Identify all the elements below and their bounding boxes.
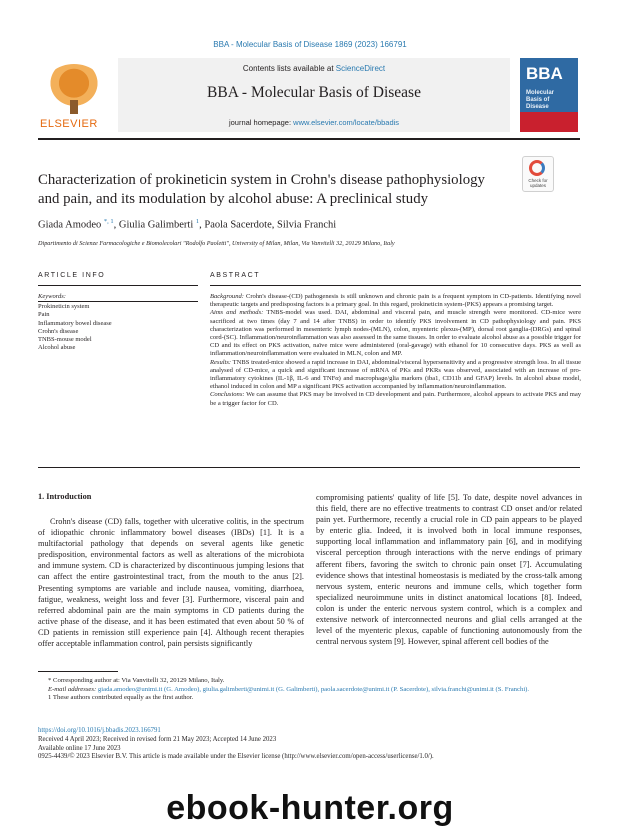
author-name[interactable]: Giada Amodeo	[38, 219, 102, 231]
update-icon	[529, 160, 545, 176]
title-line: and pain, and its modulation by alcohol abuse: A preclinical study	[38, 191, 428, 207]
body-paragraph: Crohn's disease (CD) falls, together with ulcerative colitis, in the spectrum of idiopathic chronic inflammatory bowel diseases (IBDs) [1]. It is a multifactorial pathology that depends on several agents like genetic predisposition, environmental factors as well as alterations of the microbiota and immune system. CD is characterized by discontinuous jumping lesions that can affect the entire gastrointestinal tract, from the mouth to the anus [2]. Presenting symptoms are variable and include nausea, vomiting, diarrhoea, fatigue, weakness, weight loss and fever [3]. Furthermore, visceral pain and referred abdominal pain are the main symptoms in CD patients during the active phase of the disease, and it has been estimated that even about 50 % of CD patients in remission still experience pain [4]. Although recent therapies offer acceptable inflammation control, pain persists significantly	[38, 517, 304, 649]
publisher-name: ELSEVIER	[40, 118, 98, 130]
article-info-heading: ARTICLE INFO	[38, 272, 106, 279]
divider	[38, 467, 580, 468]
abstract-label: Conclusions:	[210, 391, 245, 399]
abstract-heading: ABSTRACT	[210, 272, 261, 279]
check-line: Check for	[528, 178, 548, 183]
keyword: Pain	[38, 311, 50, 319]
elsevier-logo	[38, 58, 110, 132]
email-label: E-mail addresses:	[48, 685, 97, 693]
author-name[interactable]: , Paola Sacerdote, Silvia Franchi	[199, 219, 337, 231]
email-links[interactable]: giada.amodeo@unimi.it (G. Amodeo), giulia.galimberti@unimi.it (G. Galimberti), paola.sacerdote@unimi.it (P. Sacerdote), silvia.franchi@unimi.it (S. Franchi).	[96, 685, 530, 693]
keywords-box	[38, 293, 198, 352]
author-mark[interactable]: 1	[195, 218, 200, 225]
journal-homepage	[118, 118, 510, 127]
divider	[38, 285, 198, 286]
abstract-paragraph	[210, 309, 581, 358]
cover-line: Basis of	[526, 97, 550, 103]
abstract-label: Aims and methods:	[210, 309, 264, 317]
check-for-updates-button[interactable]	[522, 156, 554, 192]
cover-line: Disease	[526, 104, 549, 110]
corresponding-author: * Corresponding author at: Via Vanvitelli 32, 20129 Milano, Italy.	[48, 677, 225, 684]
abstract-paragraph	[210, 293, 581, 309]
sciencedirect-link[interactable]: ScienceDirect	[335, 64, 386, 73]
watermark: ebook-hunter.org	[166, 789, 454, 827]
article-title	[38, 171, 508, 209]
abstract-paragraph	[210, 359, 581, 392]
contents-prefix: Contents lists available at	[242, 64, 336, 73]
divider	[38, 301, 198, 302]
cover-subtitle	[526, 90, 554, 111]
divider	[210, 285, 581, 286]
check-updates-label	[523, 178, 553, 188]
email-addresses	[38, 686, 580, 695]
journal-name: BBA - Molecular Basis of Disease	[207, 84, 421, 101]
abstract-label: Results:	[210, 358, 232, 366]
section-heading: 1. Introduction	[38, 492, 92, 501]
check-line: updates	[529, 183, 546, 188]
keywords-label: Keywords:	[38, 293, 66, 300]
abstract-label: Background:	[210, 293, 244, 300]
equal-contribution-note: 1 These authors contributed equally as the first author.	[48, 694, 194, 701]
cover-line: Molecular	[526, 90, 555, 96]
keyword: Crohn's disease	[38, 327, 79, 335]
keyword: Inflammatory bowel disease	[38, 319, 112, 327]
homepage-link[interactable]: www.elsevier.com/locate/bbadis	[293, 118, 400, 127]
abstract-text: We can assume that PKS may be involved in CD development and pain. Furthermore, alcohol appears to activate PKS and may be a trigger factor for CD.	[210, 391, 581, 407]
journal-cover	[520, 58, 578, 132]
tree-trunk-icon	[70, 100, 78, 114]
affiliation: Dipartimento di Scienze Farmacologiche e Biomolecolari "Rodolfo Paoletti", University of Milan, Milan, Via Vanvitelli 32, 20129 Milano, Italy	[38, 240, 395, 247]
contents-line	[118, 64, 510, 73]
license-line: 0925-4439/© 2023 Elsevier B.V. This article is made available under the Elsevier license (http://www.elsevier.com/open-access/userlicense/1.0/).	[38, 753, 434, 761]
title-line: Characterization of prokineticin system in Crohn's disease pathophysiology	[38, 172, 485, 188]
abstract-paragraph	[210, 391, 581, 407]
cover-title: BBA	[526, 64, 563, 83]
cover-band	[520, 112, 578, 132]
author-name[interactable]: , Giulia Galimberti	[113, 219, 194, 231]
footnote-divider	[38, 671, 118, 672]
abstract-text: TNBS treated-mice showed a rapid increase in DAI, abdominal/visceral hypersensitivity and a progressive strength loss. In all tissue analysed of CD-mice, a quick and significant increase of mRNA of PKs and PKRs was observed, associated with an increase of pro-inflammatory cytokines (IL-1β, IL-6 and TNFα) and macrophage/glia markers (iba1, CD11b and GFAP) levels. In alcohol abuse model, ethanol induced in colon and MP a significant PKS activation accompanied by inflammation/neuroinflammation.	[210, 358, 581, 391]
author-mark[interactable]: *, 1	[103, 218, 114, 225]
journal-reference[interactable]: BBA - Molecular Basis of Disease 1869 (2023) 166791	[213, 40, 407, 49]
doi-link[interactable]: https://doi.org/10.1016/j.bbadis.2023.166791	[38, 727, 161, 734]
homepage-prefix: journal homepage:	[228, 118, 294, 127]
author-list	[38, 218, 336, 231]
right-column	[316, 492, 582, 647]
abstract-text: Crohn's disease-(CD) pathogenesis is still unknown and chronic pain is a frequent symptom in CD-patients. Identifying novel therapeutic targets and predisposing factors is a primary goal. In this regard, prokineticin system-(PKS) appears a promising target.	[210, 293, 581, 309]
footnotes	[38, 677, 580, 703]
abstract-body	[210, 293, 581, 408]
publication-info	[38, 727, 580, 762]
keyword: Alcohol abuse	[38, 344, 76, 352]
journal-header	[38, 58, 580, 140]
keyword: Prokineticin system	[38, 303, 90, 311]
received-dates: Received 4 April 2023; Received in revised form 21 May 2023; Accepted 14 June 2023	[38, 735, 277, 743]
contents-panel	[118, 58, 510, 132]
keyword: TNBS-mouse model	[38, 336, 92, 344]
left-column	[38, 516, 304, 649]
online-date: Available online 17 June 2023	[38, 744, 121, 752]
body-paragraph: compromising patients' quality of life [5]. To date, despite novel advances in this field, there are no effective treatments to contrast CD onset and/or related pain yet. Furthermore, recently a crucial role in CD pain appears to be played by enteric glia. Indeed, it is involved both in local immune responses, supporting local inflammation and inflammatory pain [6], and in modifying visceral perception through interactions with the nerve endings of primary afferent fibers, favoring the switch to chronic pain onset [7]. Accumulating evidence shows that intestinal homeostasis is mediated by the cross-talk among nervous system, enteric neurons and immune cells, which together form specialized neuroimmune units in distinct anatomical locations [8]. Indeed, colon is under the enteric nervous system control, which is a complex and extensive network of interconnected neurons and glial cells arranged at the level of the myenteric plexus, capable of functioning autonomously from the central nervous system [9]. However, spinal afferent cell bodies of the	[316, 493, 582, 647]
abstract-text: TNBS-model was used. DAI, abdominal and visceral pain, and muscle strength were monitored. CD-mice were sacrificed at two times (day 7 and 14 after TNBS) in order to identify PKS involvement in CD pathophysiology and pain. PKS characterization was performed in mesenteric lymph nodes-(MLN), colon, myenteric plexus-(MP), dorsal root ganglia-(DRGs) and spinal cord-(SC). Inflammation/neuroinflammation was also assessed in the same tissues. In order to evaluate alcohol abuse as a possible trigger for CD and its effect on PKS activation, naïve mice were administered (oral-gavage) with ethanol for 10 consecutive days. PKS as well as inflammation/neuroinflammation were evaluated in MLN, colon and MP.	[210, 309, 581, 358]
